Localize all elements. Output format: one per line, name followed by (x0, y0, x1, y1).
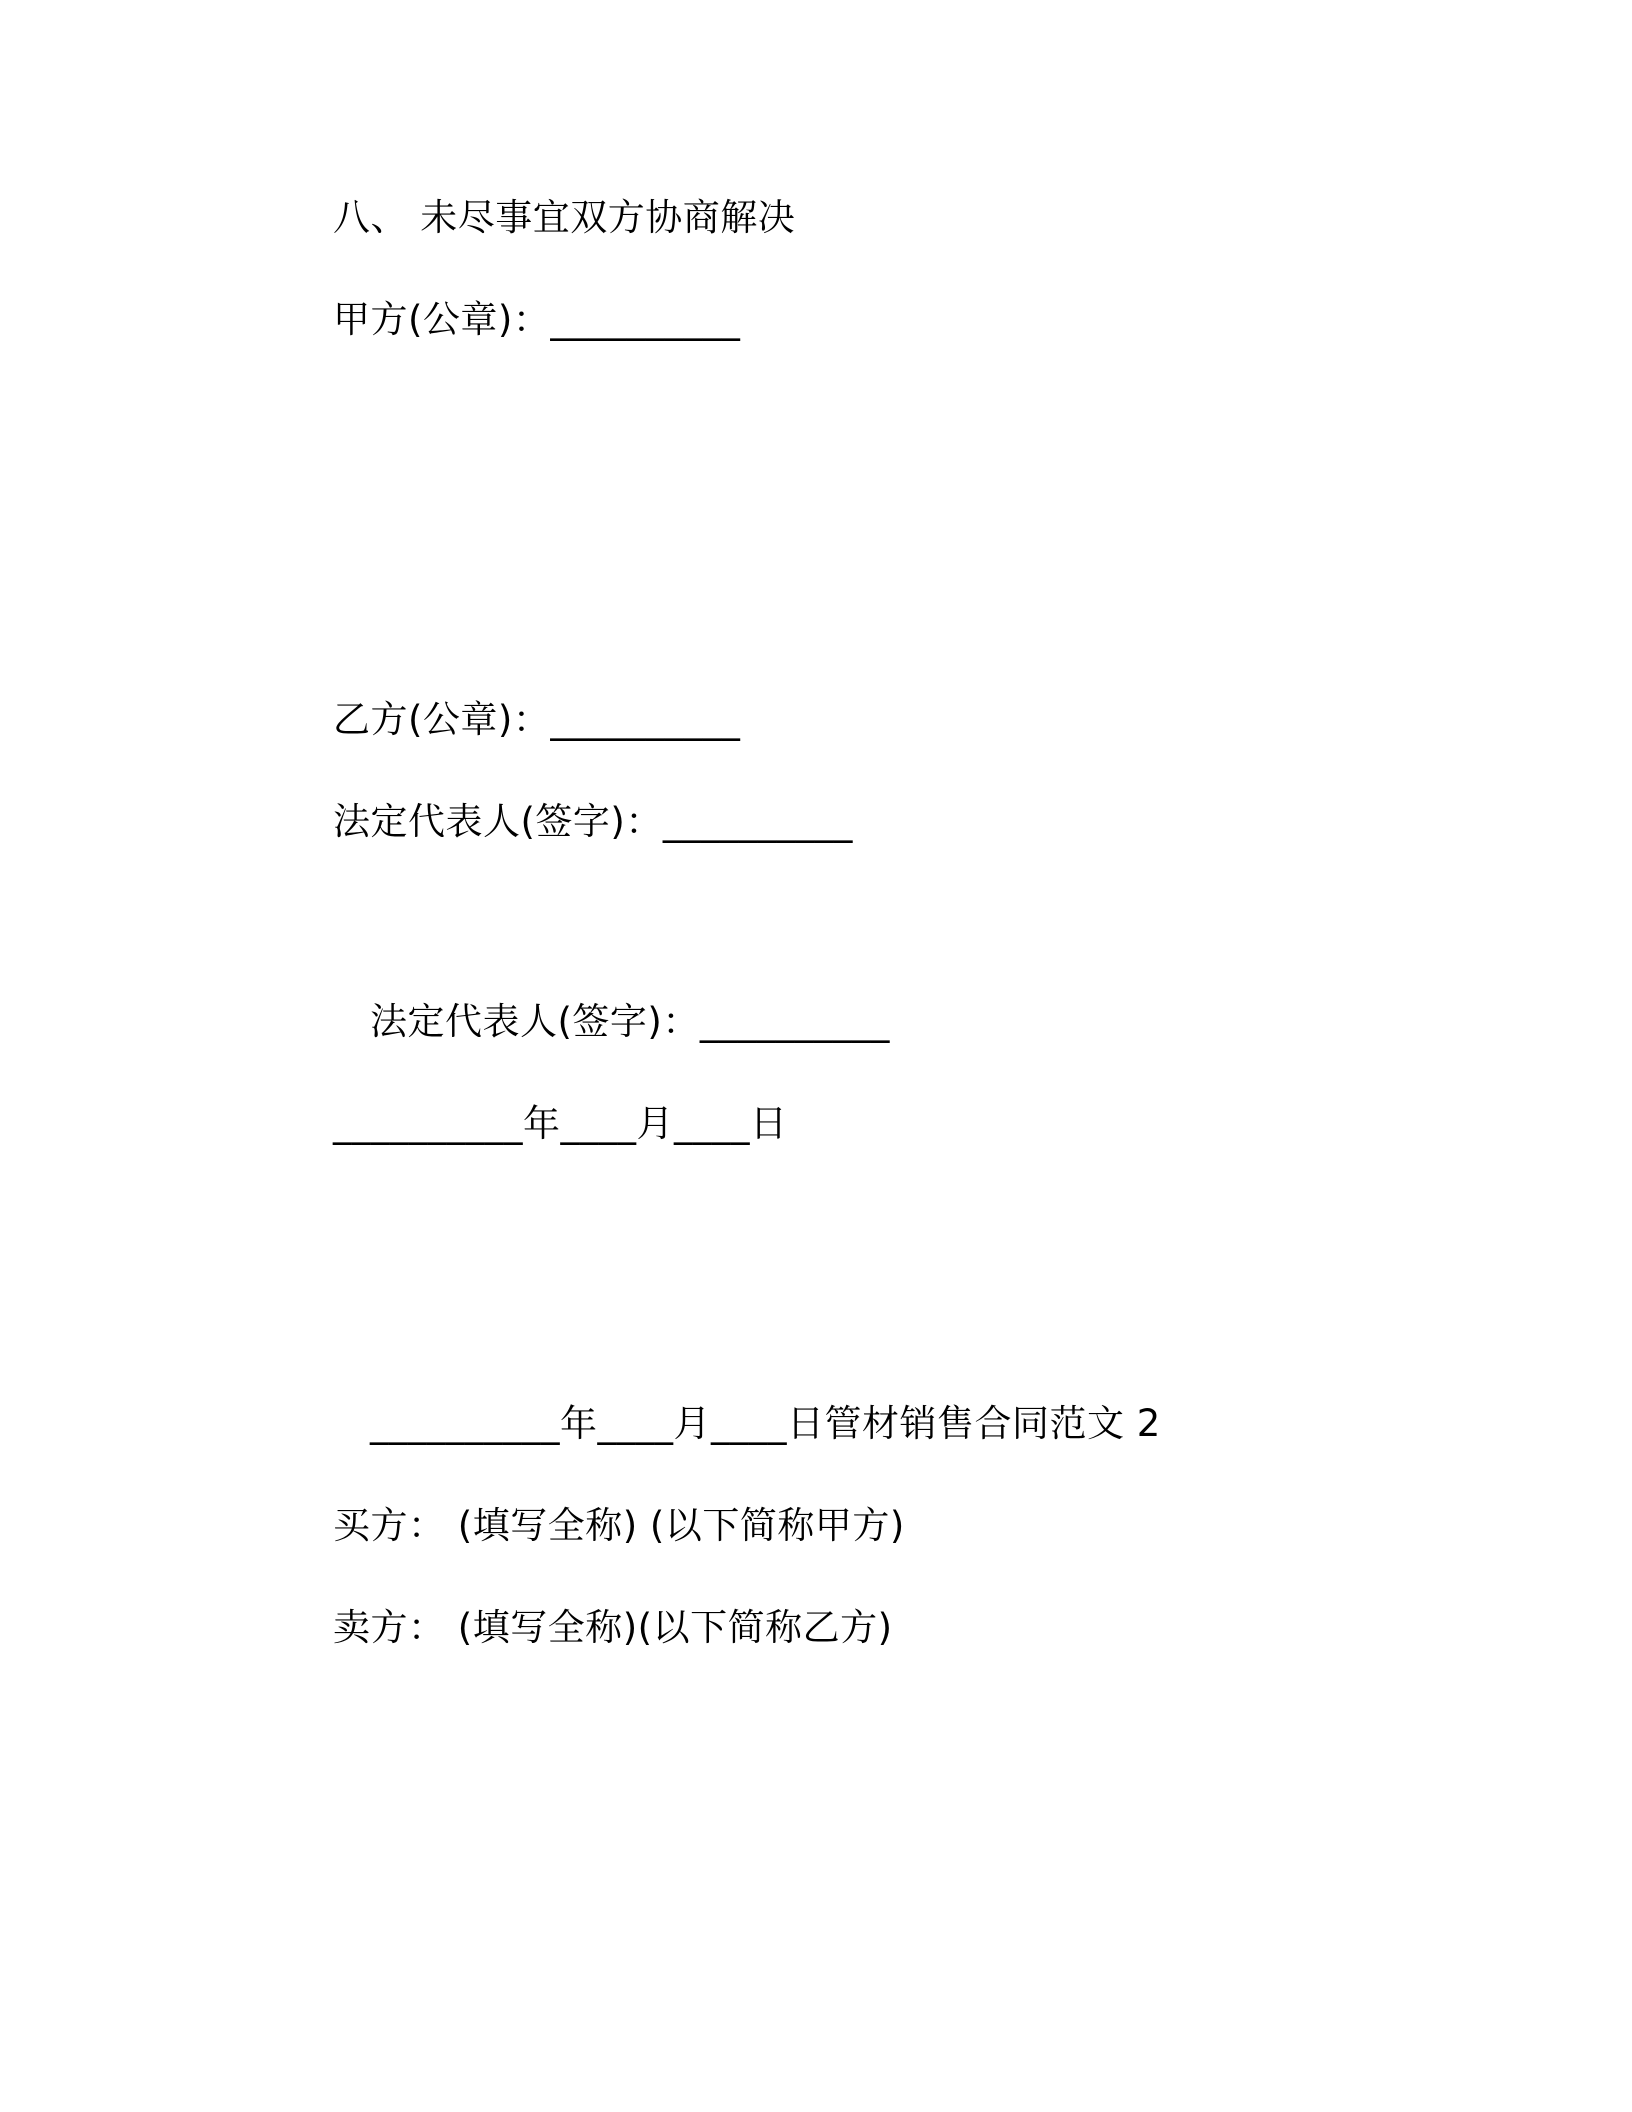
party-a-seal-line: 甲方(公章)：__________ (333, 298, 741, 341)
clause-eight-heading: 八、 未尽事宜双方协商解决 (333, 196, 796, 239)
legal-representative-signature-line: 法定代表人(签字)：__________ (333, 800, 853, 843)
legal-representative-signature-line-2: 法定代表人(签字)：__________ (370, 1000, 890, 1043)
date-line: __________年____月____日 (333, 1102, 788, 1145)
seller-line: 卖方： (填写全称)(以下简称乙方) (333, 1606, 893, 1649)
buyer-line: 买方： (填写全称) (以下简称甲方) (333, 1504, 905, 1547)
party-b-seal-line: 乙方(公章)：__________ (333, 698, 741, 741)
contract-title-line: __________年____月____日管材销售合同范文 2 (370, 1402, 1161, 1445)
